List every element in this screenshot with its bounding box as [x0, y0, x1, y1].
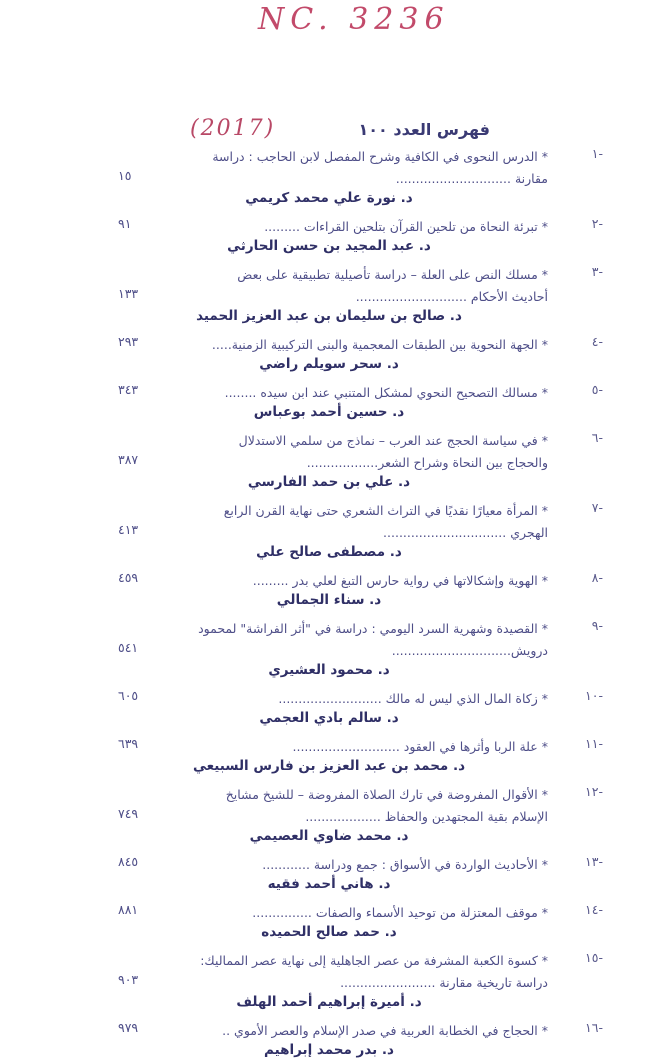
entry-author: د. محمد بن عبد العزيز بن فارس السبيعي	[192, 758, 466, 774]
entry-page-number: ٤١٣	[118, 522, 139, 537]
entry-page-number: ٨٤٥	[118, 854, 139, 869]
entry-title-line: * الأحاديث الواردة في الأسواق : جمع ودراسة ............	[262, 857, 548, 872]
entry-number: -١٢	[585, 784, 603, 799]
entry-title	[180, 146, 548, 190]
entry-title	[180, 618, 548, 662]
entry-title-line: * زكاة المال الذي ليس له مالك ..........................	[278, 691, 548, 706]
entry-page-number: ٢٩٣	[118, 334, 139, 349]
entry-title-line: * الجهة النحوية بين الطبقات المعجمية والبنى التركيبية الزمنية.....	[211, 337, 548, 352]
entry-title	[180, 382, 548, 404]
entry-title-line: أحاديث الأحكام ............................	[355, 289, 548, 304]
entry-title	[180, 736, 548, 758]
entry-title-line: * الأقوال المفروضة في تارك الصلاة المفروضة – للشيخ مشايخ	[225, 787, 548, 802]
entry-number: -٨	[591, 570, 603, 585]
entry-title-line: * مسلك النص على العلة – دراسة تأصيلية تطبيقية على بعض	[237, 267, 548, 282]
entry-author: د. سحر سويلم راضي	[259, 356, 399, 372]
entry-author: د. صالح بن سليمان بن عبد العزيز الحميد	[196, 308, 462, 324]
entry-title	[180, 430, 548, 474]
entry-title-line: الهجري ...............................	[383, 525, 548, 540]
entry-author: د. نورة علي محمد كريمي	[245, 190, 413, 206]
entry-title	[180, 216, 548, 238]
entry-page-number: ٩٠٣	[118, 972, 139, 987]
entry-title-line: مقارنة .............................	[395, 171, 548, 186]
entry-author: د. بدر محمد إبراهيم	[264, 1042, 394, 1058]
entry-title-line: * الحجاج في الخطابة العربية في صدر الإسلام والعصر الأموي ..	[222, 1023, 548, 1038]
entry-title-line: * الهوية وإشكالاتها في رواية حارس التبغ لعلي بدر .........	[252, 573, 548, 588]
entry-author: د. علي بن حمد الفارسي	[247, 474, 411, 490]
entry-number: -١٤	[585, 902, 603, 917]
entry-title	[180, 784, 548, 828]
entry-page-number: ٥٤١	[118, 640, 139, 655]
entry-title-line: * القصيدة وشهرية السرد اليومي : دراسة في "أثر الفراشة" لمحمود	[198, 621, 548, 636]
entry-title-line: * مسالك التصحيح النحوي لمشكل المتنبي عند ابن سيده ........	[224, 385, 548, 400]
entry-title-line: * المرأة معيارًا نقديًا في التراث الشعري حتى نهاية القرن الرابع	[223, 503, 548, 518]
entry-title-line: دراسة تاريخية مقارنة ........................	[340, 975, 548, 990]
entry-title-line: الإسلام بقية المجتهدين والحفاظ ...................	[305, 809, 548, 824]
entry-title	[180, 334, 548, 356]
entry-page-number: ٩١	[118, 216, 132, 231]
entry-title	[180, 950, 548, 994]
entry-author: د. حمد صالح الحميده	[261, 924, 397, 940]
entry-page-number: ٣٨٧	[118, 452, 139, 467]
entry-page-number: ١٣٣	[118, 286, 139, 301]
entry-title-line: * الدرس النحوى في الكافية وشرح المفصل لابن الحاجب : دراسة	[212, 149, 548, 164]
entry-author: د. مصطفى صالح علي	[256, 544, 402, 560]
entry-number: -١٦	[585, 1020, 603, 1035]
entry-page-number: ٩٧٩	[118, 1020, 139, 1035]
entry-title	[180, 570, 548, 592]
entry-title-line: * تبرئة النحاة من تلحين القرآن بتلحين القراءات .........	[264, 219, 548, 234]
handwritten-year-note: (2017)	[190, 116, 276, 141]
entry-title	[180, 902, 548, 924]
entry-page-number: ٦٣٩	[118, 736, 139, 751]
entry-number: -١	[591, 146, 603, 161]
entry-number: -١٠	[585, 688, 603, 703]
entry-author: د. سالم بادي العجمي	[259, 710, 399, 726]
entry-title	[180, 688, 548, 710]
entry-title	[180, 500, 548, 544]
handwritten-call-number: NC. 3236	[258, 2, 450, 37]
entry-title-line: * كسوة الكعبة المشرفة من عصر الجاهلية إلى نهاية عصر المماليك:	[200, 953, 548, 968]
entry-title-line: * علة الربا وأثرها في العقود ...........................	[292, 739, 548, 754]
entry-title-line: والحجاج بين النحاة وشراح الشعر..................	[306, 455, 548, 470]
entry-page-number: ١٥	[118, 168, 132, 183]
entry-page-number: ٦٠٥	[118, 688, 139, 703]
entry-author: د. أميرة إبراهيم أحمد الهلف	[236, 994, 422, 1010]
entry-author: د. حسين أحمد بوعباس	[253, 404, 405, 420]
entry-title	[180, 1020, 548, 1042]
entry-number: -١٥	[585, 950, 603, 965]
entry-page-number: ٧٤٩	[118, 806, 139, 821]
entry-title-line: درويش..............................	[391, 643, 548, 658]
entry-page-number: ٣٤٣	[118, 382, 139, 397]
entry-author: د. محمود العشيري	[268, 662, 390, 678]
entry-number: -١١	[585, 736, 603, 751]
entry-number: -٩	[591, 618, 603, 633]
entry-title	[180, 264, 548, 308]
entry-number: -٦	[591, 430, 603, 445]
entry-number: -٤	[591, 334, 603, 349]
entry-number: -١٣	[585, 854, 603, 869]
entry-title-line: * موقف المعتزلة من توحيد الأسماء والصفات ...............	[252, 905, 548, 920]
entry-author: د. هاني أحمد فقيه	[267, 876, 391, 892]
entry-number: -٣	[591, 264, 603, 279]
page-title: فهرس العدد ١٠٠	[358, 120, 490, 139]
entry-number: -٥	[591, 382, 603, 397]
entry-author: د. سناء الجمالي	[276, 592, 382, 608]
entry-number: -٢	[591, 216, 603, 231]
entry-page-number: ٨٨١	[118, 902, 139, 917]
entry-number: -٧	[591, 500, 603, 515]
entry-title-line: * في سياسة الحجج عند العرب – نماذج من سلمي الاستدلال	[238, 433, 548, 448]
entry-author: د. عبد المجيد بن حسن الحارثي	[227, 238, 431, 254]
entry-page-number: ٤٥٩	[118, 570, 139, 585]
entry-author: د. محمد ضاوي العصيمي	[249, 828, 409, 844]
entry-title	[180, 854, 548, 876]
